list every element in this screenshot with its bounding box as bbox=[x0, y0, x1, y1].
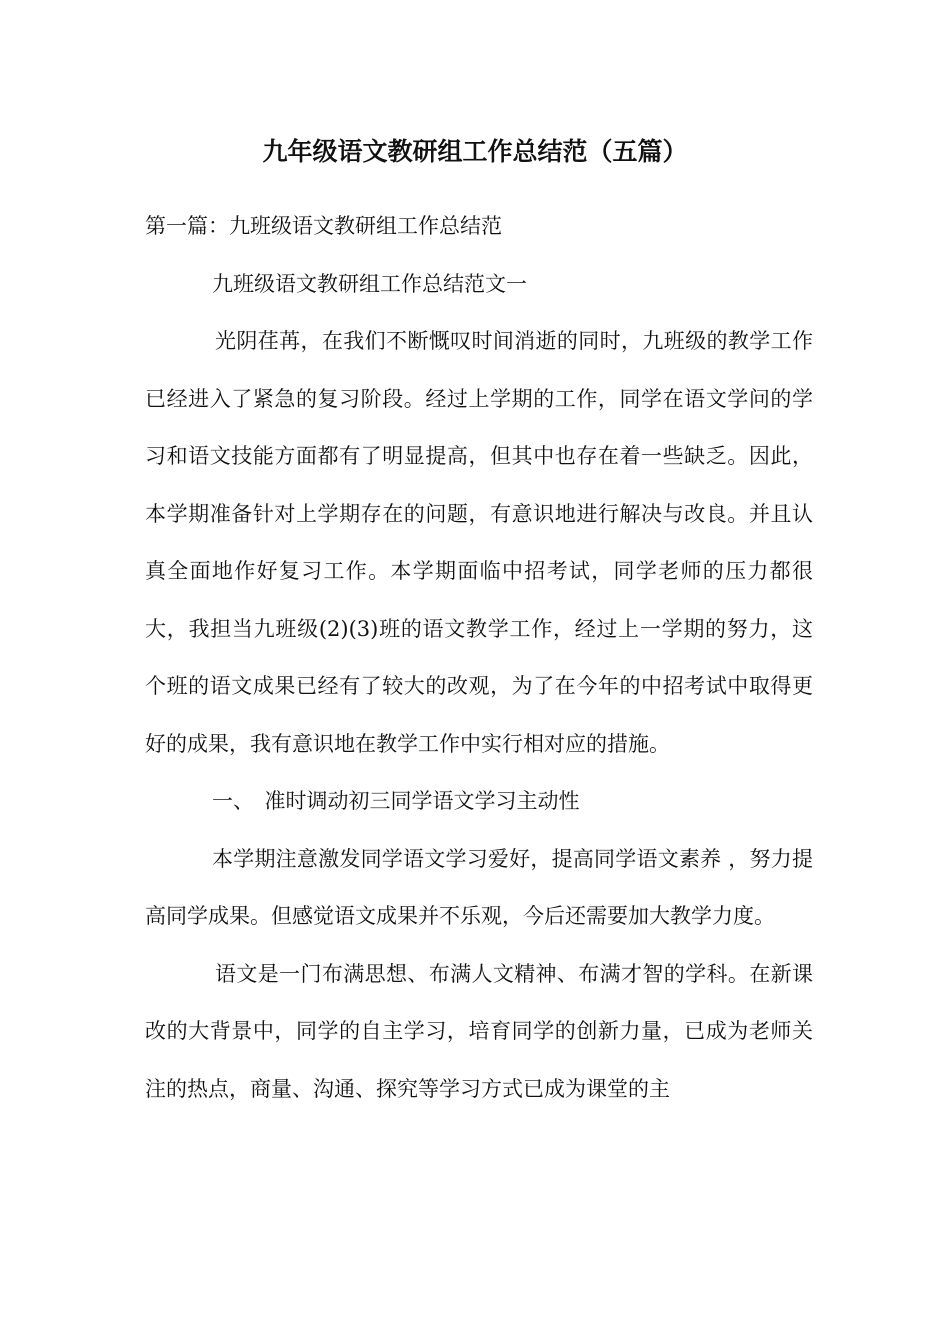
body-paragraph: 光阴荏苒，在我们不断慨叹时间消逝的同时，九班级的教学工作已经进入了紧急的复习阶段。经过上学期的工作，同学在语文学问的学习和语文技能方面都有了明显提高，但其中也存在着一些缺乏。因此，本学期准备针对上学期存在的问题，有意识地进行解决与改良。并且认真全面地作好复习工作。本学期面临中招考试，同学老师的压力都很大，我担当九班级(2)(3)班的语文教学工作，经过上一学期的努力，这个班的语文成果已经有了较大的改观，为了在今年的中招考试中取得更好的成果，我有意识地在教学工作中实行相对应的措施。 bbox=[145, 329, 813, 756]
body-paragraph: 本学期注意激发同学语文学习爱好，提高同学语文素养 ，努力提高同学成果。但感觉语文成果并不乐观，今后还需要加大教学力度。 bbox=[145, 846, 813, 928]
section-heading: 第一篇：九班级语文教研组工作总结范 bbox=[145, 214, 502, 238]
numbered-heading: 一、 准时调动初三同学语文学习主动性 bbox=[212, 789, 580, 813]
body-paragraph: 语文是一门布满思想、布满人文精神、布满才智的学科。在新课改的大背景中，同学的自主学习，培育同学的创新力量，已成为老师关注的热点，商量、沟通、探究等学习方式已成为课堂的主 bbox=[145, 961, 813, 1101]
subsection-heading: 九班级语文教研组工作总结范文一 bbox=[212, 271, 527, 296]
document-body bbox=[145, 198, 813, 1118]
document-title: 九年级语文教研组工作总结范（五篇） bbox=[262, 137, 688, 166]
